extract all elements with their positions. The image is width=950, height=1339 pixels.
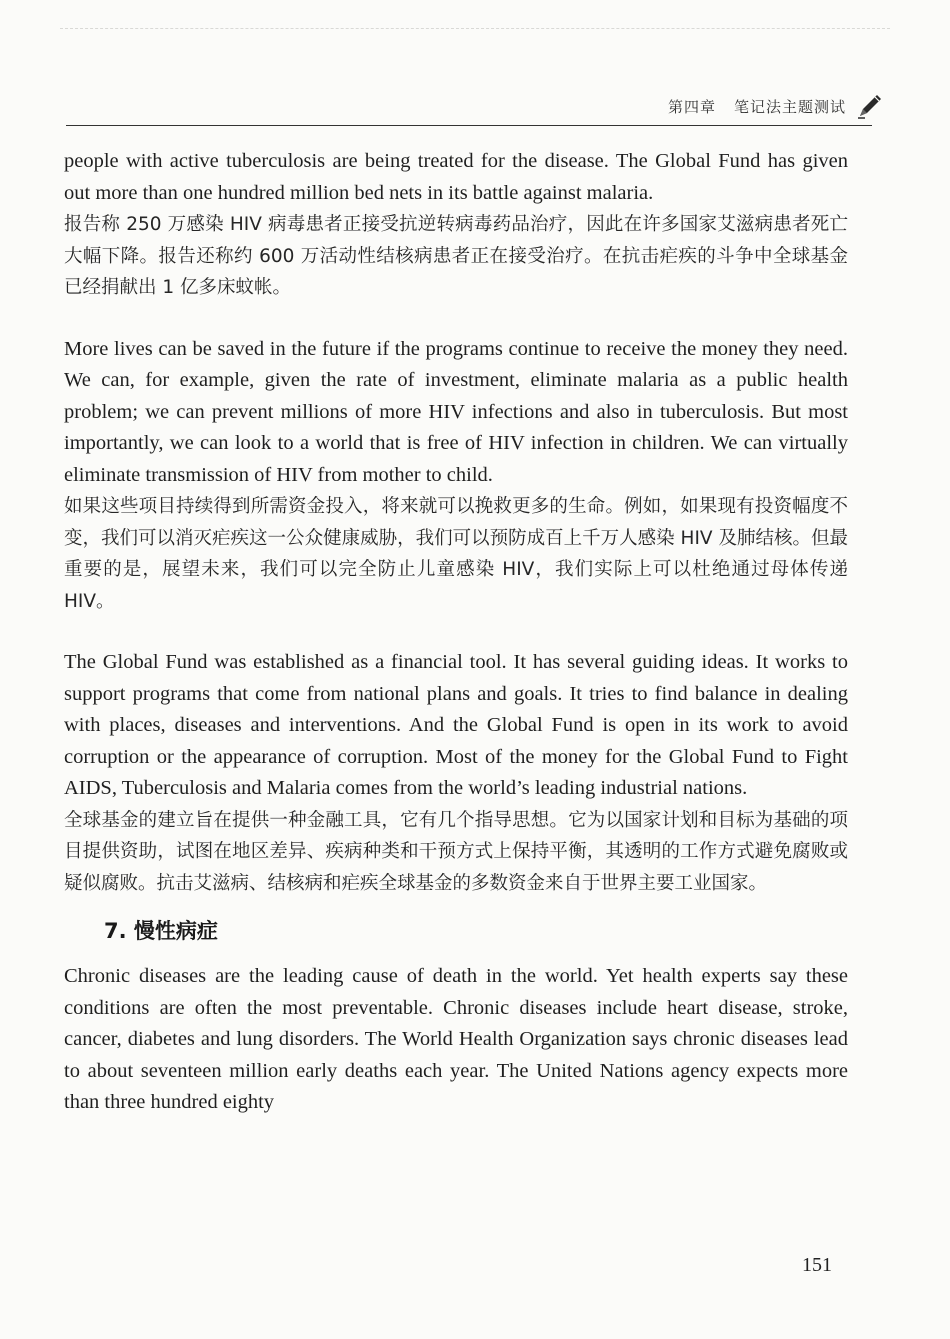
page-content	[64, 146, 848, 1119]
section-number: 7.	[104, 919, 127, 943]
english-paragraph: More lives can be saved in the future if the programs continue to receive the money they need. We can, for example, given the rate of investment, eliminate malaria as a public health problem; we can prevent millions of more HIV infections and also in tuberculosis. But most importantly, we can look to a world that is free of HIV infection in children. We can virtually eliminate transmission of HIV from mother to child.	[64, 337, 848, 486]
header-rule	[66, 125, 872, 126]
paragraph-gap	[64, 304, 848, 334]
english-paragraph: people with active tuberculosis are being treated for the disease. The Global Fund has given out more than one hundred million bed nets in its battle against malaria.	[64, 150, 848, 204]
chinese-translation: 全球基金的建立旨在提供一种金融工具，它有几个指导思想。它为以国家计划和目标为基础的项目提供资助，试图在地区差异、疾病种类和干预方式上保持平衡，其透明的工作方式避免腐败或疑似腐败。抗击艾滋病、结核病和疟疾全球基金的多数资金来自于世界主要工业国家。	[64, 809, 848, 894]
paragraph-gap	[64, 617, 848, 647]
english-paragraph: The Global Fund was established as a financial tool. It has several guiding ideas. It works to support programs that come from national plans and goals. It tries to find balance in dealing with places, diseases and interventions. And the Global Fund is open in its work to avoid corruption or the appearance of corruption. Most of the money for the Global Fund to Fight AIDS, Tuberculosis and Malaria comes from the world’s leading industrial nations.	[64, 651, 848, 799]
chinese-translation: 如果这些项目持续得到所需资金投入，将来就可以挽救更多的生命。例如，如果现有投资幅度不变，我们可以消灭疟疾这一公众健康威胁，我们可以预防成百上千万人感染 HIV 及肺结核。但最重要的是，展望未来，我们可以完全防止儿童感染 HIV，我们实际上可以杜绝通过母体传递 HIV。	[64, 496, 848, 612]
page-number: 151	[802, 1254, 832, 1276]
header-text	[668, 96, 846, 117]
english-paragraph: Chronic diseases are the leading cause of death in the world. Yet health experts say these conditions are often the most preventable. Chronic diseases include heart disease, stroke, cancer, diabetes and lung disorders. The World Health Organization says chronic diseases lead to about seventeen million early deaths each year. The United Nations agency expects more than three hundred eighty	[64, 965, 848, 1113]
pencil-icon	[856, 92, 884, 120]
section-heading	[104, 915, 848, 947]
chinese-translation: 报告称 250 万感染 HIV 病毒患者正接受抗逆转病毒药品治疗，因此在许多国家艾滋病患者死亡大幅下降。报告还称约 600 万活动性结核病患者正在接受治疗。在抗击疟疾的斗争中全球基金已经捐献出 1 亿多床蚊帐。	[64, 214, 848, 298]
scan-edge-line	[60, 28, 890, 31]
running-header	[66, 92, 886, 126]
chapter-title: 笔记法主题测试	[733, 98, 846, 116]
section-title: 慢性病症	[133, 919, 218, 943]
chapter-label: 第四章	[667, 98, 716, 116]
